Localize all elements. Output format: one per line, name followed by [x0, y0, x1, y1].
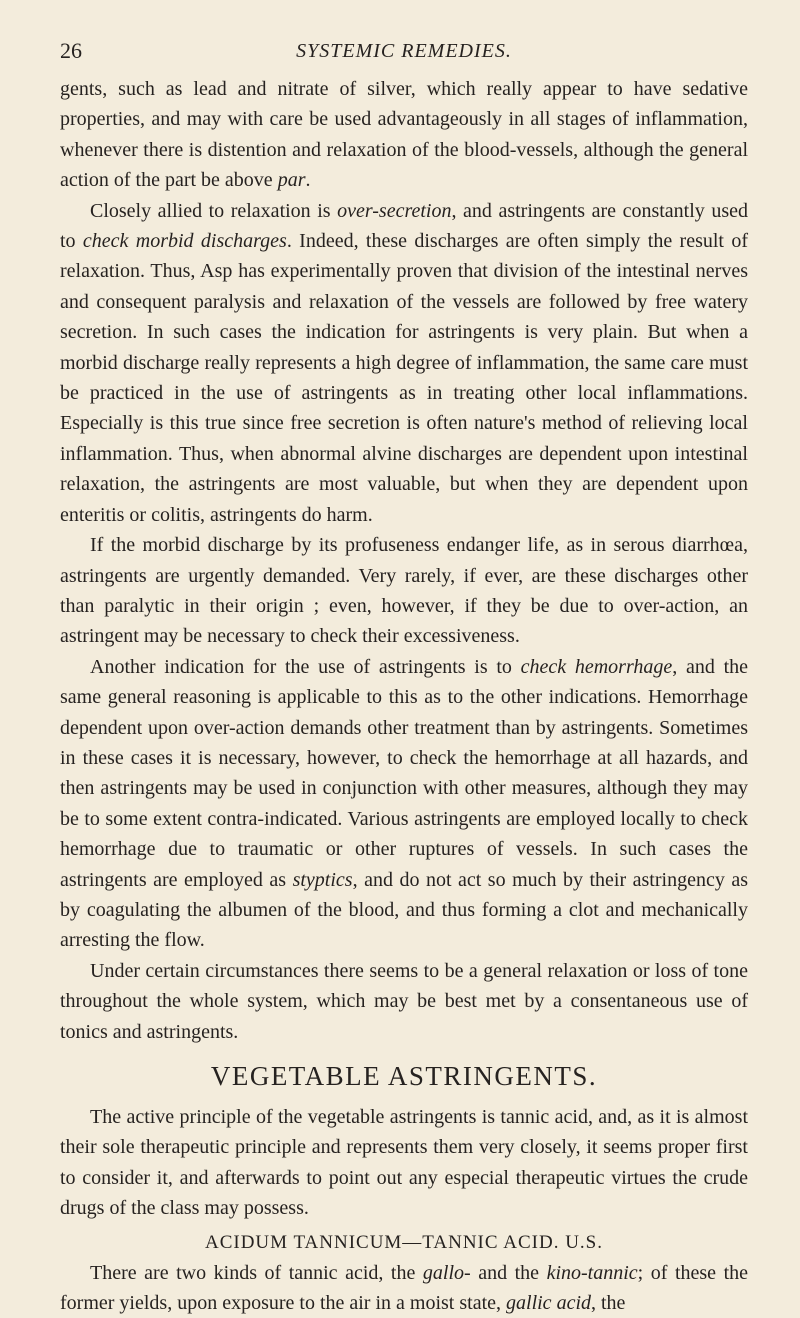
- body-text: [60, 74, 748, 1318]
- paragraph-profuse-discharge: If the morbid discharge by its profuseness endanger life, as in serous diarrhœa, astringents are urgently demanded. Very rarely, if ever, are these discharges other than paralytic in their origin ; even, however, if they be due to over-action, an astringent may be necessary to check their excessiveness.: [60, 534, 748, 648]
- page-number: 26: [60, 38, 82, 63]
- section-heading: VEGETABLE ASTRINGENTS.: [210, 1061, 598, 1091]
- paragraph-hemorrhage: Another indication for the use of astringents is to check hemorrhage, and the same general reasoning is applicable to this as to the other indications. Hemorrhage dependent upon over-action demands other treatment than by astringents. Sometimes in these cases it is necessary, however, to check the hemorrhage at all hazards, and then astringents may be used in conjunction with other measures, although they may be to some extent contra-indicated. Various astringents are employed locally to check hemorrhage due to traumatic or other ruptures of vessels. In such cases the astringents are employed as styptics, and do not act so much by their astringency as by coagulating the albumen of the blood, and thus forming a clot and mechanically arresting the flow.: [60, 655, 748, 952]
- paragraph-active-principle: The active principle of the vegetable astringents is tannic acid, and, as it is almost their sole therapeutic principle and represents them very closely, it seems proper first to consider it, and afterwards to point out any especial therapeutic virtues the crude drugs of the class may possess.: [60, 1106, 748, 1220]
- paragraph-general-relaxation: Under certain circumstances there seems to be a general relaxation or loss of tone throughout the whole system, which may be best met by a consentaneous use of tonics and astringents.: [60, 959, 748, 1043]
- paragraph-tannic-kinds: There are two kinds of tannic acid, the gallo- and the kino-tannic; of these the former yields, upon exposure to the air in a moist state, gallic acid, the: [60, 1261, 749, 1315]
- running-title: SYSTEMIC REMEDIES.: [296, 40, 512, 62]
- paragraph-over-secretion: Closely allied to relaxation is over-secretion, and astringents are constantly used to check morbid discharges. Indeed, these discharges are often simply the result of relaxation. Thus, Asp has experimentally proven that division of the intestinal nerves and consequent paralysis and relaxation of the vessels are followed by free watery secretion. In such cases the indication for astringents is very plain. But when a morbid discharge really represents a high degree of inflammation, the same care must be practiced in the use of astringents as in treating other local inflammations. Especially is this true since free secretion is often nature's method of relieving local inflammation. Thus, when abnormal alvine discharges are dependent upon intestinal relaxation, the astringents are most valuable, but when they are dependent upon enteritis or colitis, astringents do harm.: [60, 199, 748, 526]
- running-head: [60, 38, 748, 74]
- subheading-tannic-acid: ACIDUM TANNICUM—TANNIC ACID. U.S.: [204, 1231, 603, 1253]
- paragraph-continuation: gents, such as lead and nitrate of silver, which really appear to have sedative properties, and may with care be used advantageously in all stages of inflammation, whenever there is distention and relaxation of the blood-vessels, although the general action of the part be above par.: [60, 78, 748, 192]
